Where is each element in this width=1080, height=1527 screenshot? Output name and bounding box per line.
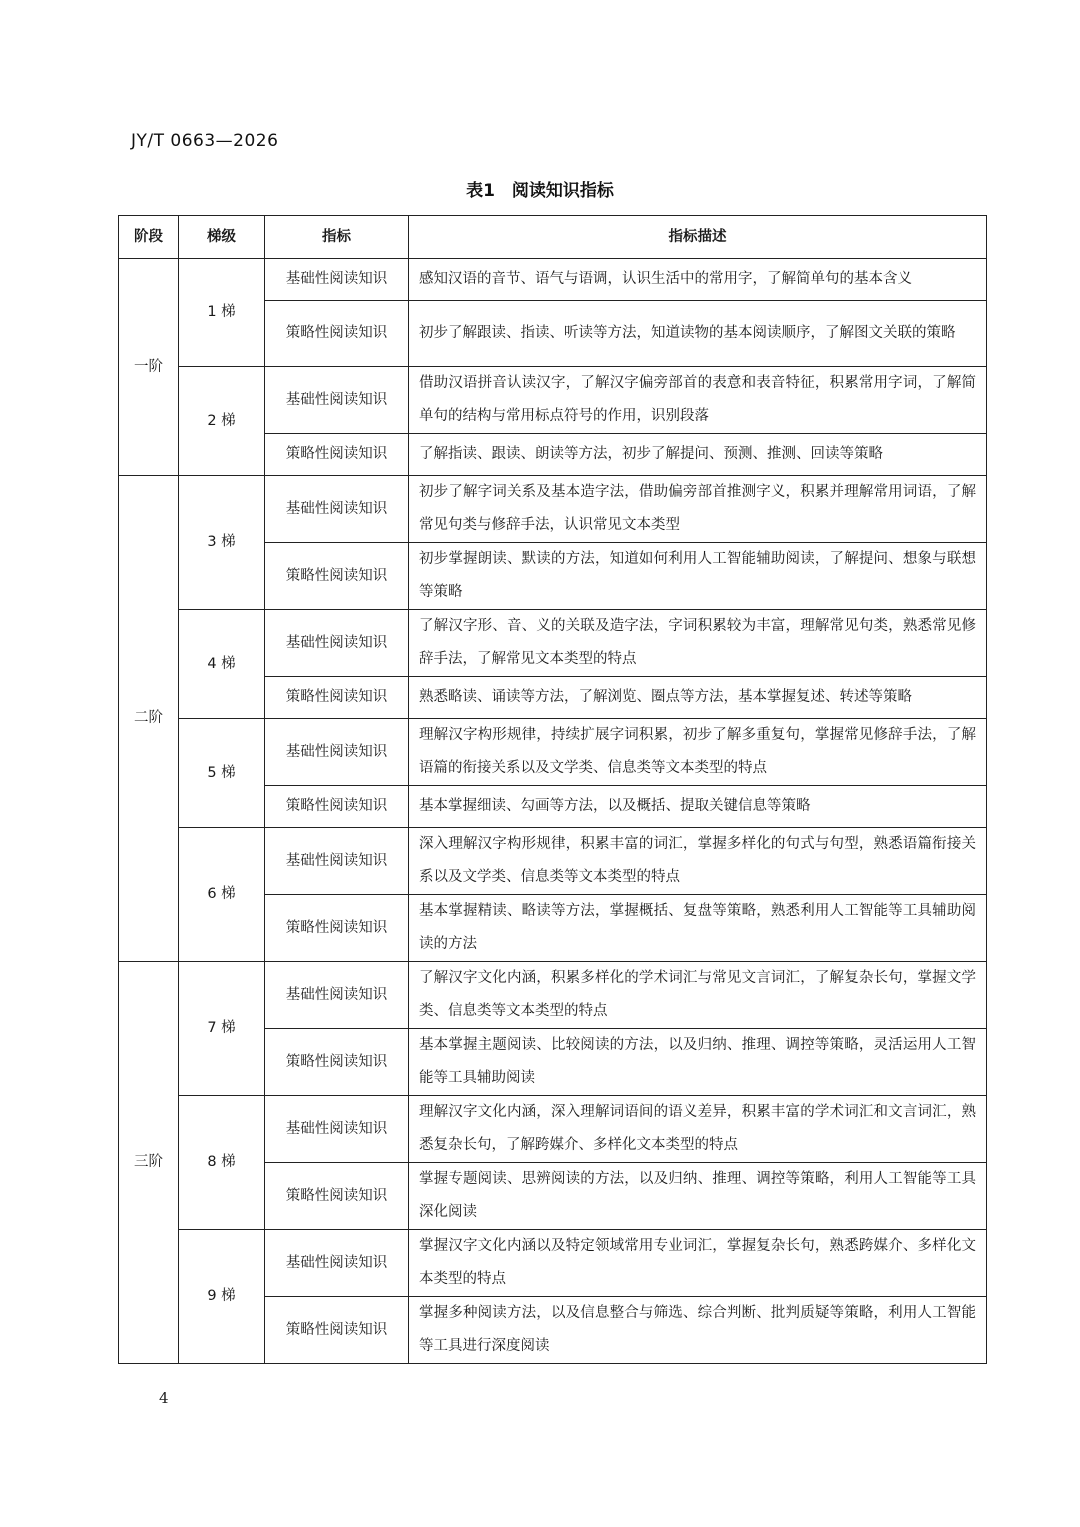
indicator-cell: 策略性阅读知识 (265, 895, 409, 962)
table-row (119, 610, 987, 677)
stage-cell: 一阶 (119, 259, 179, 476)
table-row (119, 476, 987, 543)
description-cell: 借助汉语拼音认读汉字，了解汉字偏旁部首的表意和表音特征，积累常用字词，了解简单句的结构与常用标点符号的作用，识别段落 (409, 367, 987, 434)
description-cell: 了解汉字形、音、义的关联及造字法，字词积累较为丰富，理解常见句类，熟悉常见修辞手法，了解常见文本类型的特点 (409, 610, 987, 677)
indicator-cell: 基础性阅读知识 (265, 719, 409, 786)
column-header-description: 指标描述 (409, 216, 987, 259)
indicator-cell: 基础性阅读知识 (265, 367, 409, 434)
description-cell: 理解汉字构形规律，持续扩展字词积累，初步了解多重复句，掌握常见修辞手法，了解语篇的衔接关系以及文学类、信息类等文本类型的特点 (409, 719, 987, 786)
indicator-cell: 基础性阅读知识 (265, 828, 409, 895)
grade-cell: 3 梯 (179, 476, 265, 610)
table-header-row (119, 216, 987, 259)
description-cell: 基本掌握主题阅读、比较阅读的方法，以及归纳、推理、调控等策略，灵活运用人工智能等工具辅助阅读 (409, 1029, 987, 1096)
description-cell: 掌握汉字文化内涵以及特定领域常用专业词汇，掌握复杂长句，熟悉跨媒介、多样化文本类型的特点 (409, 1230, 987, 1297)
description-cell: 深入理解汉字构形规律，积累丰富的词汇，掌握多样化的句式与句型，熟悉语篇衔接关系以及文学类、信息类等文本类型的特点 (409, 828, 987, 895)
table-title: 表1 阅读知识指标 (466, 181, 614, 201)
indicator-cell: 策略性阅读知识 (265, 1297, 409, 1364)
description-cell: 理解汉字文化内涵，深入理解词语间的语义差异，积累丰富的学术词汇和文言词汇，熟悉复杂长句，了解跨媒介、多样化文本类型的特点 (409, 1096, 987, 1163)
column-header-grade: 梯级 (179, 216, 265, 259)
indicator-cell: 基础性阅读知识 (265, 962, 409, 1029)
reading-knowledge-table (118, 215, 987, 1364)
table-row (119, 962, 987, 1029)
indicator-cell: 策略性阅读知识 (265, 786, 409, 828)
indicator-cell: 基础性阅读知识 (265, 259, 409, 301)
description-cell: 了解汉字文化内涵，积累多样化的学术词汇与常见文言词汇，了解复杂长句，掌握文学类、信息类等文本类型的特点 (409, 962, 987, 1029)
document-code: JY/T 0663—2026 (131, 131, 279, 151)
table-row (119, 367, 987, 434)
grade-cell: 9 梯 (179, 1230, 265, 1364)
description-cell: 熟悉略读、诵读等方法，了解浏览、圈点等方法，基本掌握复述、转述等策略 (409, 677, 987, 719)
description-cell: 初步掌握朗读、默读的方法，知道如何利用人工智能辅助阅读，了解提问、想象与联想等策略 (409, 543, 987, 610)
grade-cell: 5 梯 (179, 719, 265, 828)
indicator-cell: 基础性阅读知识 (265, 476, 409, 543)
description-cell: 掌握多种阅读方法，以及信息整合与筛选、综合判断、批判质疑等策略，利用人工智能等工具进行深度阅读 (409, 1297, 987, 1364)
indicator-cell: 策略性阅读知识 (265, 301, 409, 367)
description-cell: 初步了解跟读、指读、听读等方法，知道读物的基本阅读顺序，了解图文关联的策略 (409, 301, 987, 367)
page-number: 4 (159, 1389, 169, 1407)
grade-cell: 6 梯 (179, 828, 265, 962)
indicator-cell: 策略性阅读知识 (265, 677, 409, 719)
grade-cell: 4 梯 (179, 610, 265, 719)
table-row (119, 1096, 987, 1163)
indicator-cell: 策略性阅读知识 (265, 543, 409, 610)
stage-cell: 二阶 (119, 476, 179, 962)
grade-cell: 1 梯 (179, 259, 265, 367)
table-row (119, 1230, 987, 1297)
grade-cell: 8 梯 (179, 1096, 265, 1230)
description-cell: 初步了解字词关系及基本造字法，借助偏旁部首推测字义，积累并理解常用词语，了解常见句类与修辞手法，认识常见文本类型 (409, 476, 987, 543)
description-cell: 了解指读、跟读、朗读等方法，初步了解提问、预测、推测、回读等策略 (409, 434, 987, 476)
indicator-cell: 基础性阅读知识 (265, 1096, 409, 1163)
indicator-cell: 基础性阅读知识 (265, 1230, 409, 1297)
description-cell: 感知汉语的音节、语气与语调，认识生活中的常用字，了解简单句的基本含义 (409, 259, 987, 301)
description-cell: 基本掌握精读、略读等方法，掌握概括、复盘等策略，熟悉利用人工智能等工具辅助阅读的方法 (409, 895, 987, 962)
table-row (119, 828, 987, 895)
column-header-indicator: 指标 (265, 216, 409, 259)
column-header-stage: 阶段 (119, 216, 179, 259)
indicator-cell: 策略性阅读知识 (265, 1029, 409, 1096)
indicator-cell: 策略性阅读知识 (265, 434, 409, 476)
indicator-cell: 策略性阅读知识 (265, 1163, 409, 1230)
grade-cell: 7 梯 (179, 962, 265, 1096)
description-cell: 基本掌握细读、勾画等方法，以及概括、提取关键信息等策略 (409, 786, 987, 828)
table-row (119, 719, 987, 786)
description-cell: 掌握专题阅读、思辨阅读的方法，以及归纳、推理、调控等策略，利用人工智能等工具深化阅读 (409, 1163, 987, 1230)
table-row (119, 259, 987, 301)
indicator-cell: 基础性阅读知识 (265, 610, 409, 677)
grade-cell: 2 梯 (179, 367, 265, 476)
stage-cell: 三阶 (119, 962, 179, 1364)
